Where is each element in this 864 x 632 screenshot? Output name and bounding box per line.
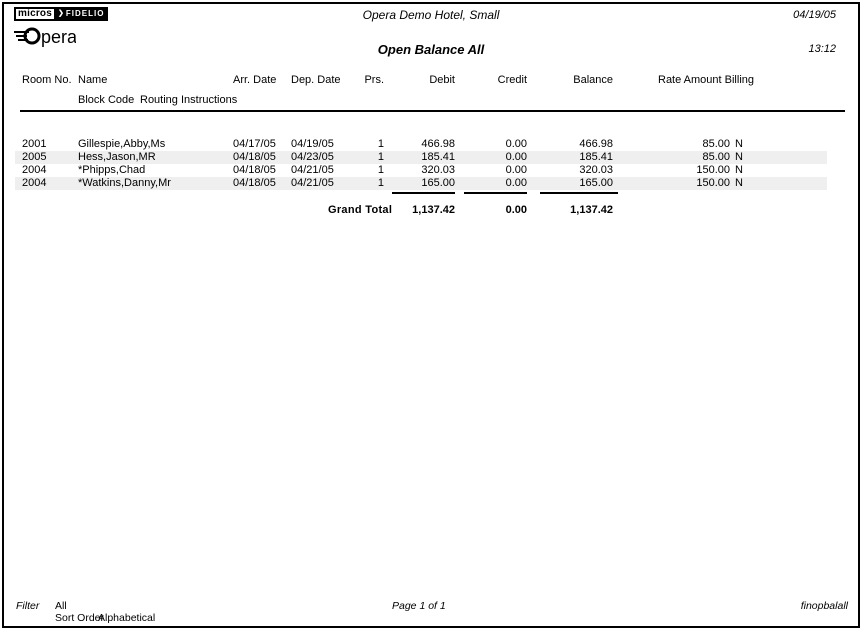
- cell-balance: 185.41: [579, 151, 613, 163]
- cell-arr-date: 04/18/05: [233, 151, 276, 163]
- cell-dep-date: 04/23/05: [291, 151, 334, 163]
- cell-dep-date: 04/19/05: [291, 138, 334, 150]
- cell-debit: 466.98: [421, 138, 455, 150]
- chevron-right-icon: ❯: [58, 10, 65, 17]
- fidelio-logo-text: FIDELIO: [65, 9, 105, 18]
- cell-billing: N: [735, 164, 743, 176]
- cell-rate-amount: 150.00: [696, 177, 730, 189]
- hotel-name: Opera Demo Hotel, Small: [362, 8, 500, 22]
- cell-name: Hess,Jason,MR: [78, 151, 156, 163]
- cell-room-no: 2005: [22, 151, 47, 163]
- cell-arr-date: 04/17/05: [233, 138, 276, 150]
- micros-logo-text: micros: [14, 7, 56, 21]
- col-header-rate-amount-billing: Rate Amount Billing: [658, 74, 754, 86]
- cell-balance: 165.00: [579, 177, 613, 189]
- credit-total-line: [464, 192, 527, 194]
- table-rows: [4, 138, 858, 190]
- cell-rate-amount: 85.00: [702, 138, 730, 150]
- col-header-credit: Credit: [497, 74, 527, 86]
- cell-dep-date: 04/21/05: [291, 164, 334, 176]
- grand-total-credit: 0.00: [505, 204, 527, 216]
- grand-total-label: Grand Total: [328, 204, 393, 216]
- footer-filter-value: All: [55, 600, 67, 612]
- col-header-name: Name: [78, 74, 108, 86]
- opera-logo-text: pera: [41, 27, 76, 47]
- col-header-room-no: Room No.: [22, 74, 72, 86]
- header-divider-line: [20, 110, 845, 112]
- cell-arr-date: 04/18/05: [233, 164, 276, 176]
- table-header-row-2: [4, 94, 858, 107]
- cell-room-no: 2001: [22, 138, 47, 150]
- cell-balance: 320.03: [579, 164, 613, 176]
- footer-sort-order-value: Alphabetical: [98, 612, 156, 624]
- col-header-prs: Prs.: [364, 74, 384, 86]
- cell-room-no: 2004: [22, 164, 47, 176]
- cell-credit: 0.00: [505, 164, 527, 176]
- cell-debit: 185.41: [421, 151, 455, 163]
- table-row: [4, 138, 858, 151]
- cell-billing: N: [735, 177, 743, 189]
- col-header-debit: Debit: [429, 74, 455, 86]
- cell-name: *Watkins,Danny,Mr: [78, 177, 171, 189]
- report-date: 04/19/05: [793, 9, 836, 21]
- footer-sort-order-label: Sort Order: [55, 612, 105, 624]
- report-page: [2, 2, 860, 628]
- cell-name: Gillespie,Abby,Ms: [78, 138, 166, 150]
- grand-total-row: [4, 204, 858, 218]
- cell-rate-amount: 150.00: [696, 164, 730, 176]
- footer-filter-label: Filter: [16, 600, 40, 612]
- grand-total-debit: 1,137.42: [412, 204, 455, 216]
- cell-prs: 1: [377, 138, 384, 150]
- col-header-dep-date: Dep. Date: [291, 74, 341, 86]
- col-header-block-code: Block Code: [78, 94, 135, 106]
- balance-total-line: [540, 192, 618, 194]
- debit-total-line: [392, 192, 455, 194]
- cell-prs: 1: [377, 177, 384, 189]
- cell-arr-date: 04/18/05: [233, 177, 276, 189]
- table-row: [4, 164, 858, 177]
- cell-rate-amount: 85.00: [702, 151, 730, 163]
- table-row: [4, 177, 858, 190]
- col-header-routing-instructions: Routing Instructions: [140, 94, 238, 106]
- table-header-row-1: [4, 74, 858, 87]
- cell-dep-date: 04/21/05: [291, 177, 334, 189]
- cell-balance: 466.98: [579, 138, 613, 150]
- cell-room-no: 2004: [22, 177, 47, 189]
- cell-credit: 0.00: [505, 138, 527, 150]
- cell-credit: 0.00: [505, 177, 527, 189]
- cell-billing: N: [735, 138, 743, 150]
- table-row: [4, 151, 858, 164]
- cell-prs: 1: [377, 151, 384, 163]
- col-header-arr-date: Arr. Date: [233, 74, 277, 86]
- cell-credit: 0.00: [505, 151, 527, 163]
- report-title: Open Balance All: [377, 42, 485, 57]
- cell-prs: 1: [377, 164, 384, 176]
- report-time: 13:12: [808, 43, 836, 55]
- grand-total-balance: 1,137.42: [570, 204, 613, 216]
- footer-report-id: finopbalall: [800, 600, 848, 612]
- cell-billing: N: [735, 151, 743, 163]
- cell-debit: 165.00: [421, 177, 455, 189]
- col-header-balance: Balance: [573, 74, 613, 86]
- footer-page-info: Page 1 of 1: [392, 600, 446, 612]
- cell-debit: 320.03: [421, 164, 455, 176]
- cell-name: *Phipps,Chad: [78, 164, 146, 176]
